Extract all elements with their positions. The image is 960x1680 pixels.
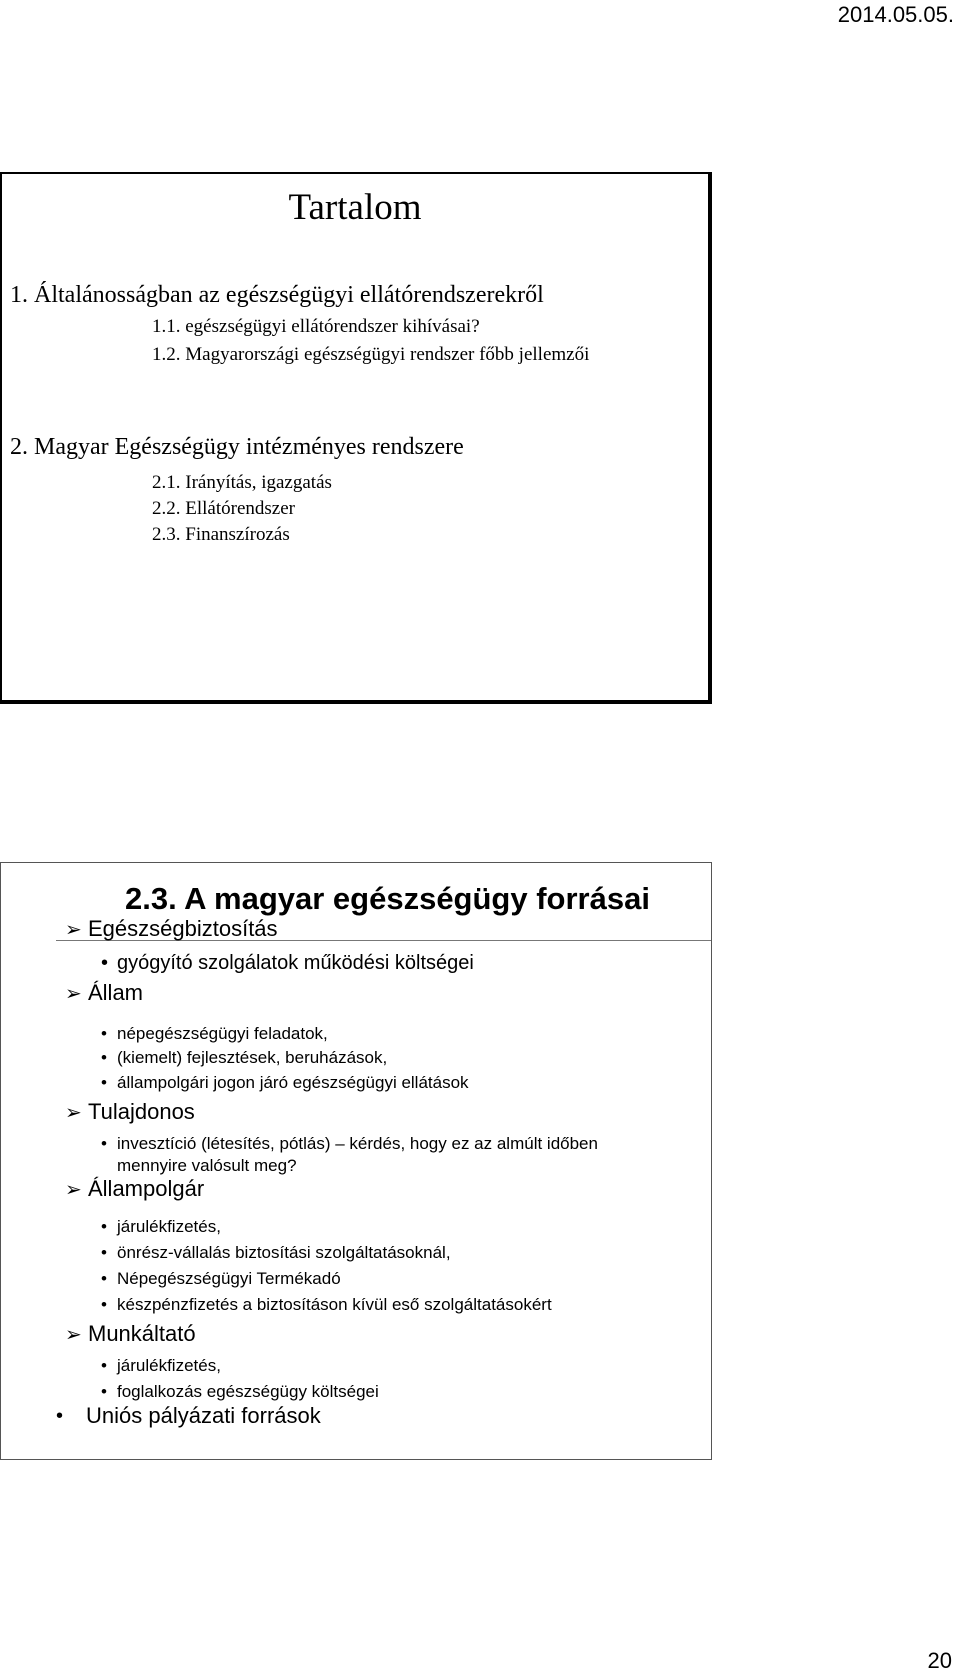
group-heading-label: Tulajdonos [88,1099,195,1124]
list-item-text: Népegészségügyi Termékadó [117,1269,341,1288]
bullet-icon: • [101,1024,107,1043]
list-item [101,1294,552,1316]
group-heading [65,1321,196,1347]
group-heading-label: Állam [88,980,144,1005]
group-heading [65,980,143,1006]
bullet-icon: • [101,1243,107,1262]
slide-contents [0,172,712,704]
list-item [101,1381,379,1403]
bullet-icon: • [56,1404,64,1427]
arrow-bullet-icon: ➢ [65,918,82,941]
arrow-bullet-icon: ➢ [65,1101,82,1124]
arrow-bullet-icon: ➢ [65,982,82,1005]
list-item [101,952,474,975]
bullet-icon: • [101,1295,107,1314]
list-item [101,1047,387,1069]
section-item: 2.3. Finanszírozás [152,524,290,545]
section-item: 2.2. Ellátórendszer [152,498,295,519]
list-item-text: készpénzfizetés a biztosításon kívül eső szolgáltatásokért [117,1295,552,1314]
page-number: 20 [927,1648,952,1673]
list-item [101,1072,469,1094]
group-heading-label: Egészségbiztosítás [88,916,278,941]
bullet-icon: • [101,1048,107,1067]
section-item: 1.2. Magyarországi egészségügyi rendszer főbb jellemzői [152,344,590,365]
slide-title: Tartalom [288,187,422,228]
top-level-bullet-label: Uniós pályázati források [86,1403,321,1428]
list-item-text: járulékfizetés, [117,1217,221,1236]
bullet-icon: • [101,1269,107,1288]
list-item-text: önrész-vállalás biztosítási szolgáltatásoknál, [117,1243,451,1262]
group-heading [65,1099,195,1125]
slide-title: 2.3. A magyar egészségügy forrásai [125,881,650,916]
list-item-text: foglalkozás egészségügy költségei [117,1382,379,1401]
list-item [101,1216,221,1238]
group-heading-label: Állampolgár [88,1176,205,1201]
arrow-bullet-icon: ➢ [65,1323,82,1346]
list-item [101,1242,451,1264]
slide-funding-sources [0,862,712,1460]
arrow-bullet-icon: ➢ [65,1178,82,1201]
list-item-continuation: mennyire valósult meg? [117,1156,297,1175]
section-item: 2.1. Irányítás, igazgatás [152,472,332,493]
bullet-icon: • [101,1356,107,1375]
list-item-text: gyógyító szolgálatok működési költségei [117,952,474,974]
bullet-icon: • [101,1382,107,1401]
list-item-text: járulékfizetés, [117,1356,221,1375]
section-item: 1.1. egészségügyi ellátórendszer kihívásai? [152,316,480,337]
group-heading-label: Munkáltató [88,1321,196,1346]
list-item [101,1355,221,1377]
list-item-text: (kiemelt) fejlesztések, beruházások, [117,1048,388,1067]
list-item [101,1023,328,1045]
section-heading: 1. Általánosságban az egészségügyi ellátórendszerekről [10,282,544,308]
bullet-icon: • [101,952,109,974]
list-item-text: állampolgári jogon járó egészségügyi ellátások [117,1073,469,1092]
section-heading: 2. Magyar Egészségügy intézményes rendszere [10,434,464,460]
bullet-icon: • [101,1073,107,1092]
document-date: 2014.05.05. [837,2,954,27]
bullet-icon: • [101,1217,107,1236]
list-item [101,1268,341,1290]
list-item-text: invesztíció (létesítés, pótlás) – kérdés, hogy ez az almúlt időben [117,1134,598,1153]
group-heading [65,1176,204,1202]
top-level-bullet [56,1403,321,1429]
bullet-icon: • [101,1134,107,1153]
list-item [101,1133,598,1155]
list-item-text: népegészségügyi feladatok, [117,1024,328,1043]
group-heading [65,916,278,942]
